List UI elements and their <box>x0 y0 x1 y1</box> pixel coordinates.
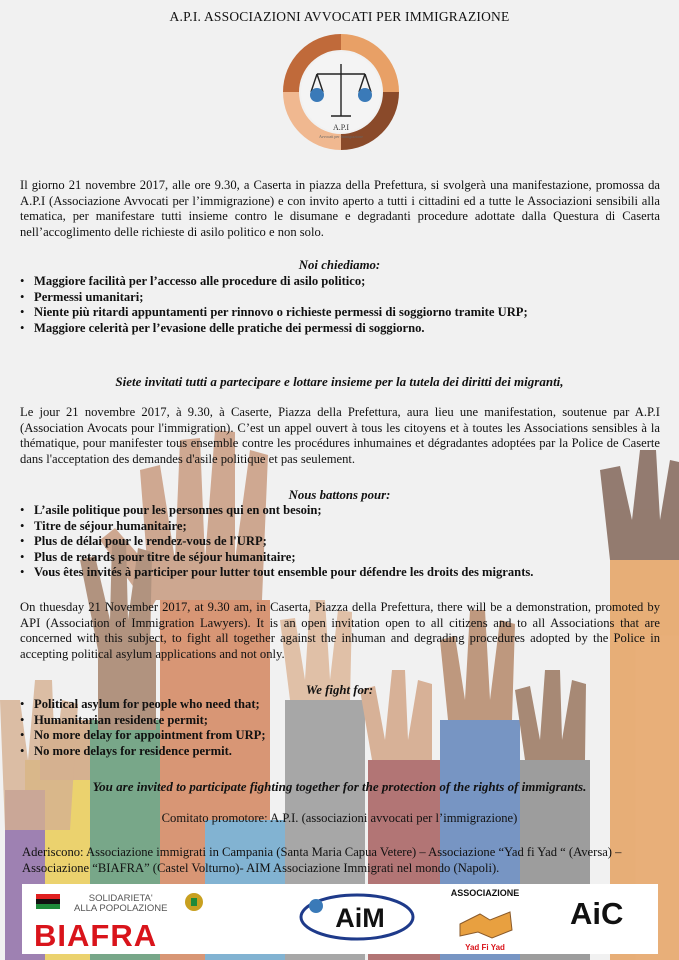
english-invite: You are invited to participate fighting together for the protection of the rights of immigrants. <box>92 779 587 794</box>
list-item: • Plus de retards pour titre de séjour humanitaire; <box>20 550 660 566</box>
list-item: • No more delays for residence permit. <box>20 744 660 760</box>
biafra-logo <box>34 890 214 953</box>
aic-logo: AiC <box>570 896 624 931</box>
svg-text:ASSOCIAZIONE: ASSOCIAZIONE <box>450 888 520 898</box>
list-item: • Vous êtes invités à participer pour lutter tout ensemble pour défendre les droits des migrants. <box>20 565 660 581</box>
svg-text:A.P.I: A.P.I <box>332 123 350 132</box>
sponsor-logos <box>22 884 658 954</box>
handshake-icon <box>460 912 512 938</box>
list-item: • Maggiore facilità per l’accesso alle procedure di asilo politico; <box>20 274 660 290</box>
biafra-flag-icon <box>36 894 60 909</box>
list-item: • Niente più ritardi appuntamenti per rinnovo o richieste permessi di soggiorno tramite URP; <box>20 305 660 321</box>
english-heading: We fight for: <box>305 683 374 697</box>
italian-heading: Noi chiediamo: <box>298 258 381 272</box>
svg-text:AiM: AiM <box>335 903 385 933</box>
biafra-solidarity-text: SOLIDARIETA' ALLA POPOLAZIONE <box>74 893 168 914</box>
committee: Comitato promotore: A.P.I. (associazioni avvocati per l’immigrazione) <box>161 811 518 825</box>
list-item: • Humanitarian residence permit; <box>20 713 660 729</box>
french-demands <box>20 503 660 581</box>
list-item: • Permessi umanitari; <box>20 290 660 306</box>
list-item: • No more delay for appointment from URP; <box>20 728 660 744</box>
italian-intro: Il giorno 21 novembre 2017, alle ore 9.30, a Caserta in piazza della Prefettura, si svolgerà una manifestazione, promossa da A.P.I (Associazione Avvocati per l’immigrazione) e con invito aperto a tutti i cittadini ed a tutte le Associazioni sensibili alla tematica, per manifestare tutti insieme contro le disumane e degradanti procedure adottate dalla Questura di Caserta nell’accoglimento delle richieste di asilo politico e non solo. <box>20 178 660 239</box>
coat-of-arms-icon <box>182 890 206 914</box>
english-intro: On thuesday 21 November 2017, at 9.30 am, in Caserta, Piazza della Prefettura, there will be a demonstration, promoted by API (Association of Immigration Lawyers). It is an open invitation open to all citizens and to all Associations that are concerned with this subject, to fight all together against the inhuman and degrading procedures adopted by the Police in accepting political asylum applications and not only. <box>20 600 660 661</box>
list-item: • Political asylum for people who need that; <box>20 697 660 713</box>
list-item: • Maggiore celerità per l’evasione delle pratiche dei permessi di soggiorno. <box>20 321 660 337</box>
list-item: • Plus de délai pour le rendez-vous de l'URP; <box>20 534 660 550</box>
yad-fi-yad-logo <box>450 886 520 952</box>
page-title: A.P.I. ASSOCIAZIONI AVVOCATI PER IMMIGRAZIONE <box>169 9 510 24</box>
svg-text:Avvocati per Immigrazione: Avvocati per Immigrazione <box>319 134 363 139</box>
french-intro: Le jour 21 novembre 2017, à 9.30, à Caserte, Piazza della Prefettura, aura lieu une manifestation, soutenue par A.P.I (Association Avocats pour l'immigration). C’est un appel ouvert à tous les citoyens et à toutes les Associations sensibles à la thématique, pour manifester tous ensemble contre les procédures inhumaines et dégradantes adoptées par la Police de Caserte dans l'acceptation des demandes d'asile politique et pas seulement. <box>20 405 660 466</box>
adherents: Aderiscono: Associazione immigrati in Campania (Santa Maria Capua Vetere) – Associazione “Yad fi Yad “ (Aversa) – Associazione “BIAFRA” (Castel Volturno)- AIM Associazione Immigrati nel mondo (Napoli). <box>22 845 622 875</box>
list-item: • L’asile politique pour les personnes qui en ont besoin; <box>20 503 660 519</box>
italian-demands <box>20 274 660 336</box>
italian-invite: Siete invitati tutti a partecipare e lottare insieme per la tutela dei diritti dei migranti, <box>115 374 564 389</box>
aim-logo <box>298 892 416 942</box>
svg-text:Yad Fi Yad: Yad Fi Yad <box>465 943 505 952</box>
french-heading: Nous battons pour: <box>288 488 391 502</box>
english-demands <box>20 697 660 759</box>
globe-icon <box>309 899 323 913</box>
api-logo <box>279 30 403 154</box>
biafra-word: BIAFRA <box>34 918 158 953</box>
list-item: • Titre de séjour humanitaire; <box>20 519 660 535</box>
